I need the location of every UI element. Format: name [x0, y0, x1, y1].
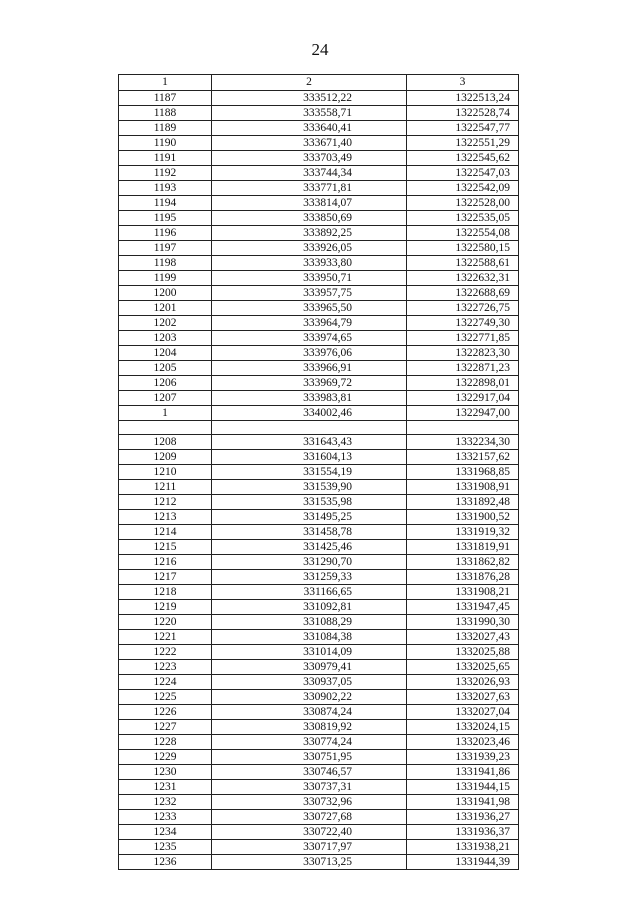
cell-coordinate-y: 1331944,15	[407, 780, 519, 795]
cell-coordinate-x: 333703,49	[212, 151, 407, 166]
table-row	[119, 660, 519, 675]
cell-coordinate-x: 333964,79	[212, 316, 407, 331]
cell-coordinate-y: 1331876,28	[407, 570, 519, 585]
cell-coordinate-x: 331643,43	[212, 435, 407, 450]
cell-coordinate-y: 1331990,30	[407, 615, 519, 630]
cell-coordinate-y: 1322547,77	[407, 121, 519, 136]
cell-coordinate-y: 1331947,45	[407, 600, 519, 615]
cell-coordinate-x: 333965,50	[212, 301, 407, 316]
cell-coordinate-y: 1322547,03	[407, 166, 519, 181]
table-row	[119, 406, 519, 421]
cell-coordinate-x: 333976,06	[212, 346, 407, 361]
table-row	[119, 301, 519, 316]
cell-coordinate-y: 1322771,85	[407, 331, 519, 346]
cell-coordinate-y: 1322947,00	[407, 406, 519, 421]
cell-coordinate-x: 330979,41	[212, 660, 407, 675]
cell-coordinate-x: 333671,40	[212, 136, 407, 151]
cell-coordinate-y: 1331908,91	[407, 480, 519, 495]
cell-point-number: 1235	[119, 840, 212, 855]
cell-coordinate-y: 1322749,30	[407, 316, 519, 331]
table-row	[119, 421, 519, 435]
table-row	[119, 361, 519, 376]
cell-coordinate-x: 333966,91	[212, 361, 407, 376]
table-row	[119, 510, 519, 525]
cell-point-number: 1232	[119, 795, 212, 810]
cell-point-number	[119, 421, 212, 435]
table-row	[119, 630, 519, 645]
cell-point-number: 1216	[119, 555, 212, 570]
cell-coordinate-x: 331495,25	[212, 510, 407, 525]
cell-coordinate-y: 1322554,08	[407, 226, 519, 241]
table-row	[119, 241, 519, 256]
cell-coordinate-y: 1322542,09	[407, 181, 519, 196]
table-row	[119, 136, 519, 151]
column-header-y: 3	[407, 75, 519, 91]
table-row	[119, 480, 519, 495]
cell-point-number: 1194	[119, 196, 212, 211]
cell-point-number: 1	[119, 406, 212, 421]
cell-coordinate-x: 330937,05	[212, 675, 407, 690]
cell-coordinate-x: 331259,33	[212, 570, 407, 585]
cell-coordinate-y: 1331919,32	[407, 525, 519, 540]
table-row	[119, 675, 519, 690]
cell-coordinate-x: 333983,81	[212, 391, 407, 406]
column-header-x: 2	[212, 75, 407, 91]
cell-coordinate-x: 330732,96	[212, 795, 407, 810]
table-row	[119, 286, 519, 301]
cell-point-number: 1230	[119, 765, 212, 780]
cell-point-number: 1221	[119, 630, 212, 645]
coordinates-table	[118, 74, 519, 870]
table-row	[119, 181, 519, 196]
cell-point-number: 1222	[119, 645, 212, 660]
cell-coordinate-y: 1331941,86	[407, 765, 519, 780]
table-row	[119, 151, 519, 166]
cell-coordinate-y: 1332234,30	[407, 435, 519, 450]
cell-coordinate-y: 1332027,43	[407, 630, 519, 645]
cell-point-number: 1196	[119, 226, 212, 241]
cell-point-number: 1197	[119, 241, 212, 256]
cell-coordinate-x: 333640,41	[212, 121, 407, 136]
table-row	[119, 810, 519, 825]
cell-coordinate-x: 333892,25	[212, 226, 407, 241]
cell-coordinate-y: 1332026,93	[407, 675, 519, 690]
cell-point-number: 1234	[119, 825, 212, 840]
cell-point-number: 1217	[119, 570, 212, 585]
cell-point-number: 1218	[119, 585, 212, 600]
cell-coordinate-y: 1331938,21	[407, 840, 519, 855]
cell-coordinate-y: 1322528,00	[407, 196, 519, 211]
table-row	[119, 391, 519, 406]
cell-coordinate-x: 330722,40	[212, 825, 407, 840]
table-row	[119, 600, 519, 615]
cell-coordinate-x: 331014,09	[212, 645, 407, 660]
cell-coordinate-x: 333969,72	[212, 376, 407, 391]
table-row	[119, 720, 519, 735]
cell-coordinate-y: 1322917,04	[407, 391, 519, 406]
cell-point-number: 1191	[119, 151, 212, 166]
cell-point-number: 1211	[119, 480, 212, 495]
cell-point-number: 1203	[119, 331, 212, 346]
cell-coordinate-y: 1322632,31	[407, 271, 519, 286]
cell-coordinate-x: 331290,70	[212, 555, 407, 570]
table-row	[119, 750, 519, 765]
table-row	[119, 91, 519, 106]
cell-coordinate-x: 333950,71	[212, 271, 407, 286]
cell-point-number: 1219	[119, 600, 212, 615]
cell-point-number: 1224	[119, 675, 212, 690]
cell-point-number: 1190	[119, 136, 212, 151]
cell-coordinate-y: 1332025,65	[407, 660, 519, 675]
table-row	[119, 166, 519, 181]
cell-coordinate-x: 333974,65	[212, 331, 407, 346]
cell-coordinate-y: 1322528,74	[407, 106, 519, 121]
table-row	[119, 465, 519, 480]
cell-coordinate-y: 1322726,75	[407, 301, 519, 316]
cell-coordinate-y: 1332027,04	[407, 705, 519, 720]
cell-coordinate-x: 333926,05	[212, 241, 407, 256]
table-row	[119, 825, 519, 840]
table-row	[119, 121, 519, 136]
table-row	[119, 645, 519, 660]
table-row	[119, 690, 519, 705]
cell-coordinate-y: 1331819,91	[407, 540, 519, 555]
cell-coordinate-y: 1331944,39	[407, 855, 519, 870]
table-row	[119, 540, 519, 555]
cell-coordinate-y: 1322898,01	[407, 376, 519, 391]
cell-coordinate-y: 1332157,62	[407, 450, 519, 465]
cell-coordinate-x: 330727,68	[212, 810, 407, 825]
cell-point-number: 1198	[119, 256, 212, 271]
table-body	[119, 91, 519, 870]
cell-coordinate-x: 333558,71	[212, 106, 407, 121]
cell-point-number: 1209	[119, 450, 212, 465]
cell-point-number: 1208	[119, 435, 212, 450]
cell-coordinate-y: 1331936,27	[407, 810, 519, 825]
cell-coordinate-y: 1331862,82	[407, 555, 519, 570]
cell-coordinate-y: 1331892,48	[407, 495, 519, 510]
cell-coordinate-y: 1331939,23	[407, 750, 519, 765]
table-row	[119, 226, 519, 241]
table-row	[119, 795, 519, 810]
cell-point-number: 1199	[119, 271, 212, 286]
table-row	[119, 585, 519, 600]
cell-point-number: 1201	[119, 301, 212, 316]
cell-coordinate-x: 331084,38	[212, 630, 407, 645]
cell-coordinate-y: 1322513,24	[407, 91, 519, 106]
cell-coordinate-x: 330717,97	[212, 840, 407, 855]
cell-point-number: 1213	[119, 510, 212, 525]
cell-coordinate-y: 1322580,15	[407, 241, 519, 256]
table-row	[119, 196, 519, 211]
cell-point-number: 1189	[119, 121, 212, 136]
cell-coordinate-x: 331535,98	[212, 495, 407, 510]
table-row	[119, 435, 519, 450]
table-row	[119, 765, 519, 780]
cell-coordinate-y: 1332025,88	[407, 645, 519, 660]
cell-coordinate-x: 330737,31	[212, 780, 407, 795]
cell-coordinate-x: 333512,22	[212, 91, 407, 106]
cell-point-number: 1214	[119, 525, 212, 540]
cell-coordinate-x: 330751,95	[212, 750, 407, 765]
cell-coordinate-x: 331088,29	[212, 615, 407, 630]
table-row	[119, 376, 519, 391]
cell-coordinate-x: 331458,78	[212, 525, 407, 540]
cell-point-number: 1220	[119, 615, 212, 630]
cell-point-number: 1202	[119, 316, 212, 331]
cell-point-number: 1225	[119, 690, 212, 705]
cell-point-number: 1210	[119, 465, 212, 480]
cell-coordinate-y: 1332027,63	[407, 690, 519, 705]
cell-point-number: 1236	[119, 855, 212, 870]
cell-coordinate-y: 1332024,15	[407, 720, 519, 735]
table-row	[119, 615, 519, 630]
cell-coordinate-x: 330774,24	[212, 735, 407, 750]
table-row	[119, 495, 519, 510]
cell-coordinate-y: 1331968,85	[407, 465, 519, 480]
cell-point-number: 1195	[119, 211, 212, 226]
table-row	[119, 346, 519, 361]
cell-coordinate-y: 1322551,29	[407, 136, 519, 151]
cell-coordinate-x: 333814,07	[212, 196, 407, 211]
cell-coordinate-x: 330874,24	[212, 705, 407, 720]
table-row	[119, 331, 519, 346]
cell-coordinate-x: 334002,46	[212, 406, 407, 421]
table-header-row	[119, 75, 519, 91]
cell-point-number: 1193	[119, 181, 212, 196]
cell-coordinate-x: 333771,81	[212, 181, 407, 196]
table-row	[119, 855, 519, 870]
table-row	[119, 705, 519, 720]
column-header-point: 1	[119, 75, 212, 91]
cell-coordinate-y: 1332023,46	[407, 735, 519, 750]
cell-point-number: 1233	[119, 810, 212, 825]
cell-point-number: 1228	[119, 735, 212, 750]
cell-coordinate-x: 331604,13	[212, 450, 407, 465]
cell-point-number: 1207	[119, 391, 212, 406]
cell-coordinate-x: 330902,22	[212, 690, 407, 705]
cell-coordinate-x: 333850,69	[212, 211, 407, 226]
table-row	[119, 780, 519, 795]
cell-coordinate-x: 333933,80	[212, 256, 407, 271]
cell-coordinate-x: 331166,65	[212, 585, 407, 600]
cell-coordinate-y: 1322545,62	[407, 151, 519, 166]
cell-coordinate-y: 1322871,23	[407, 361, 519, 376]
cell-point-number: 1215	[119, 540, 212, 555]
cell-coordinate-x: 330713,25	[212, 855, 407, 870]
cell-point-number: 1206	[119, 376, 212, 391]
cell-coordinate-x: 333744,34	[212, 166, 407, 181]
table-row	[119, 211, 519, 226]
cell-point-number: 1188	[119, 106, 212, 121]
table-row	[119, 525, 519, 540]
cell-point-number: 1212	[119, 495, 212, 510]
cell-coordinate-y: 1331936,37	[407, 825, 519, 840]
cell-point-number: 1223	[119, 660, 212, 675]
table-row	[119, 316, 519, 331]
cell-coordinate-x: 331554,19	[212, 465, 407, 480]
cell-coordinate-x: 331539,90	[212, 480, 407, 495]
cell-coordinate-y: 1322688,69	[407, 286, 519, 301]
table-row	[119, 555, 519, 570]
table-row	[119, 735, 519, 750]
cell-coordinate-y: 1331941,98	[407, 795, 519, 810]
cell-coordinate-y: 1331908,21	[407, 585, 519, 600]
cell-coordinate-x: 331092,81	[212, 600, 407, 615]
table-row	[119, 256, 519, 271]
cell-coordinate-y: 1322823,30	[407, 346, 519, 361]
cell-coordinate-y: 1331900,52	[407, 510, 519, 525]
cell-coordinate-y: 1322535,05	[407, 211, 519, 226]
cell-coordinate-y	[407, 421, 519, 435]
table-row	[119, 271, 519, 286]
cell-coordinate-x: 333957,75	[212, 286, 407, 301]
table-row	[119, 106, 519, 121]
cell-point-number: 1226	[119, 705, 212, 720]
cell-point-number: 1227	[119, 720, 212, 735]
cell-point-number: 1205	[119, 361, 212, 376]
cell-point-number: 1200	[119, 286, 212, 301]
page-number: 24	[311, 40, 329, 59]
cell-coordinate-x	[212, 421, 407, 435]
cell-coordinate-x: 330746,57	[212, 765, 407, 780]
cell-point-number: 1204	[119, 346, 212, 361]
cell-coordinate-y: 1322588,61	[407, 256, 519, 271]
cell-coordinate-x: 330819,92	[212, 720, 407, 735]
cell-point-number: 1187	[119, 91, 212, 106]
table-row	[119, 450, 519, 465]
table-row	[119, 840, 519, 855]
cell-coordinate-x: 331425,46	[212, 540, 407, 555]
table-row	[119, 570, 519, 585]
cell-point-number: 1229	[119, 750, 212, 765]
cell-point-number: 1192	[119, 166, 212, 181]
cell-point-number: 1231	[119, 780, 212, 795]
